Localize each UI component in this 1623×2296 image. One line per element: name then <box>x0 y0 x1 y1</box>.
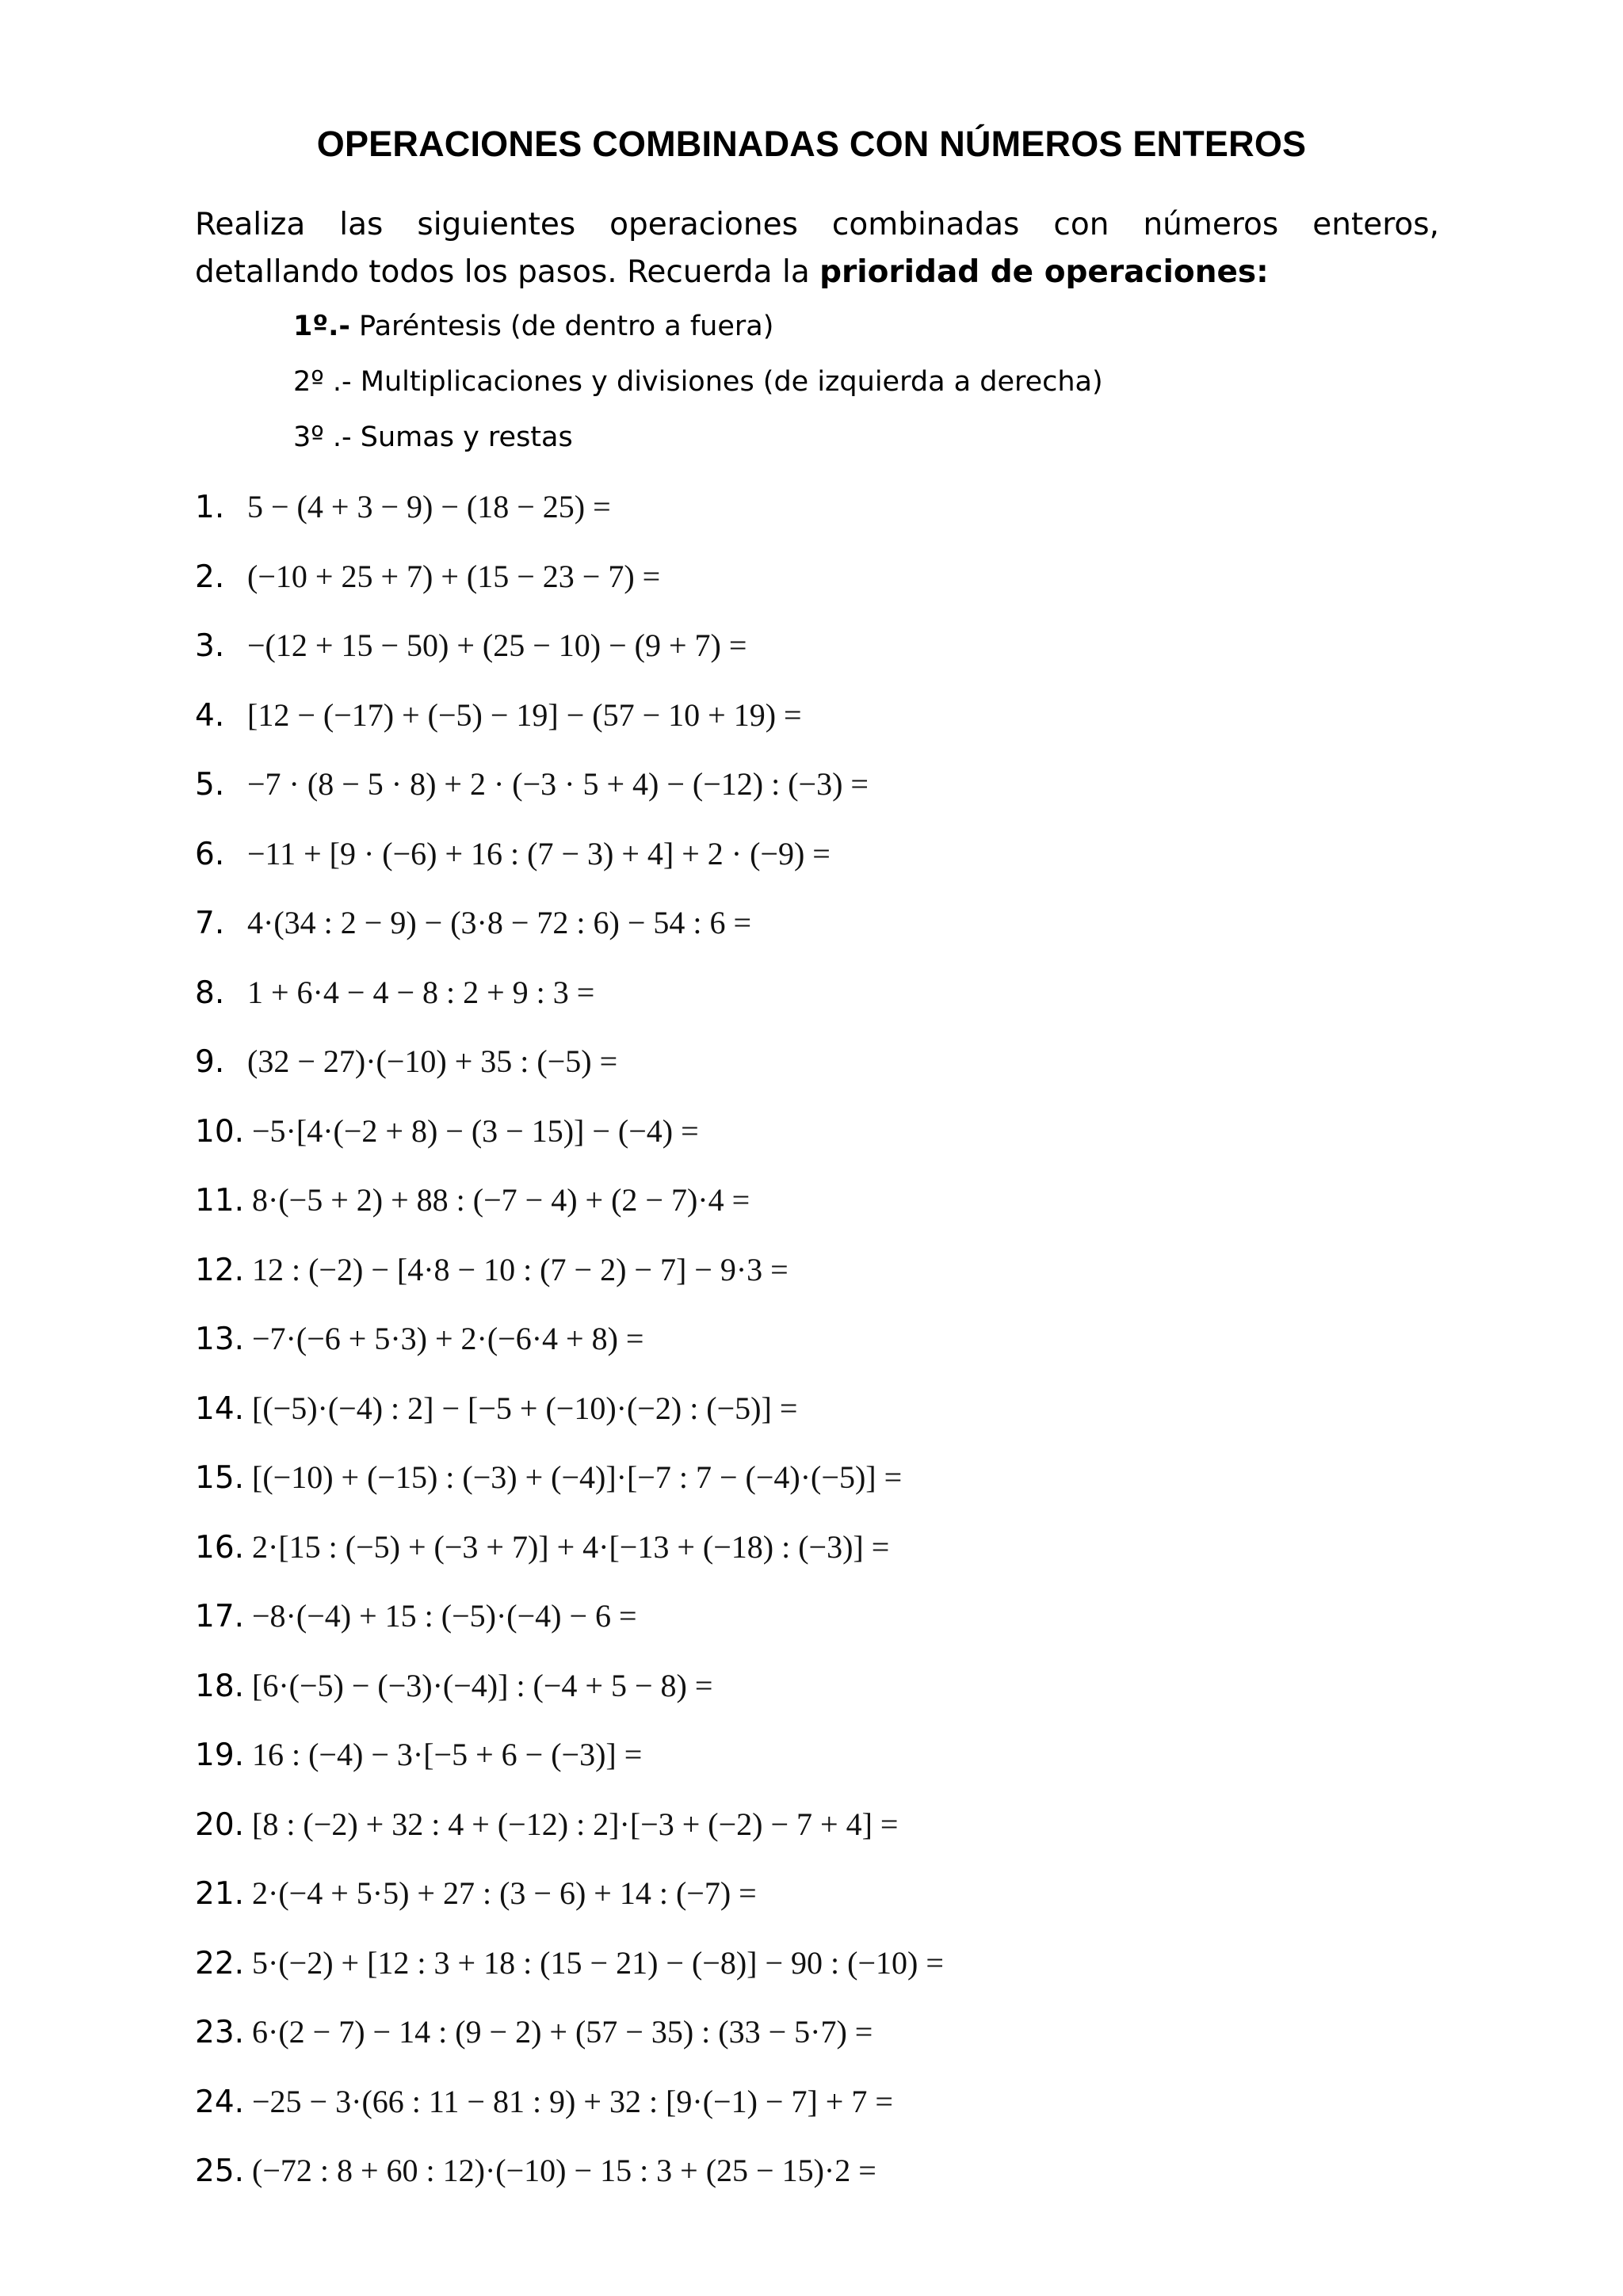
page-title: OPERACIONES COMBINADAS CON NÚMEROS ENTEROS <box>316 124 1307 164</box>
exercise-expression: 12 : (−2) − [4·8 − 10 : (7 − 2) − 7] − 9·3 = <box>252 1252 789 1287</box>
exercise-number: 12. <box>195 1253 245 1288</box>
exercise-number: 20. <box>195 1807 245 1843</box>
priority-item-2 <box>293 366 1103 398</box>
exercise-expression: [8 : (−2) + 32 : 4 + (−12) : 2]·[−3 + (−2) − 7 + 4] = <box>252 1806 899 1842</box>
priority-marker: 3º <box>293 421 324 453</box>
exercise-expression: −7·(−6 + 5·3) + 2·(−6·4 + 8) = <box>252 1321 644 1356</box>
exercise-number: 17. <box>195 1599 245 1634</box>
priority-text: .- Sumas y restas <box>323 421 573 453</box>
exercise-number: 2. <box>195 559 225 595</box>
exercise-number: 7. <box>195 906 225 941</box>
exercise-expression: 4·(34 : 2 − 9) − (3·8 − 72 : 6) − 54 : 6 = <box>247 905 752 940</box>
exercise-expression: 1 + 6·4 − 4 − 8 : 2 + 9 : 3 = <box>247 974 595 1010</box>
exercise-number: 15. <box>195 1460 245 1496</box>
exercise-number: 25. <box>195 2153 245 2189</box>
exercise-number: 1. <box>195 490 225 525</box>
priority-marker: 2º <box>293 366 324 398</box>
priority-text: Paréntesis (de dentro a fuera) <box>349 311 774 342</box>
exercise-expression: 8·(−5 + 2) + 88 : (−7 − 4) + (2 − 7)·4 = <box>252 1182 750 1218</box>
priority-marker: 1º.- <box>293 311 350 342</box>
exercise-number: 6. <box>195 837 225 872</box>
exercise-number: 22. <box>195 1946 245 1981</box>
exercise-number: 3. <box>195 628 225 664</box>
exercise-expression: 5·(−2) + [12 : 3 + 18 : (15 − 21) − (−8)] − 90 : (−10) = <box>252 1945 944 1981</box>
exercise-expression: 6·(2 − 7) − 14 : (9 − 2) + (57 − 35) : (33 − 5·7) = <box>252 2014 873 2050</box>
exercise-expression: −5·[4·(−2 + 8) − (3 − 15)] − (−4) = <box>252 1113 699 1149</box>
exercise-number: 18. <box>195 1669 245 1704</box>
exercise-number: 23. <box>195 2015 245 2050</box>
exercise-expression: (−10 + 25 + 7) + (15 − 23 − 7) = <box>247 559 661 594</box>
instructions-paragraph <box>195 201 1439 296</box>
exercise-expression: 2·[15 : (−5) + (−3 + 7)] + 4·[−13 + (−18) : (−3)] = <box>252 1529 890 1565</box>
exercise-number: 5. <box>195 767 225 803</box>
exercise-expression: (−72 : 8 + 60 : 12)·(−10) − 15 : 3 + (25 − 15)·2 = <box>252 2153 876 2188</box>
exercise-number: 24. <box>195 2084 245 2120</box>
exercise-number: 14. <box>195 1391 245 1427</box>
exercise-expression: 2·(−4 + 5·5) + 27 : (3 − 6) + 14 : (−7) = <box>252 1875 757 1911</box>
priority-item-1 <box>293 311 773 342</box>
priority-text: .- Multiplicaciones y divisiones (de izquierda a derecha) <box>323 366 1103 398</box>
exercise-number: 13. <box>195 1322 245 1357</box>
exercise-number: 21. <box>195 1876 245 1912</box>
exercise-expression: −(12 + 15 − 50) + (25 − 10) − (9 + 7) = <box>247 627 747 663</box>
exercise-expression: −25 − 3·(66 : 11 − 81 : 9) + 32 : [9·(−1) − 7] + 7 = <box>252 2084 893 2119</box>
exercise-expression: −7 · (8 − 5 · 8) + 2 · (−3 · 5 + 4) − (−12) : (−3) = <box>247 766 869 802</box>
exercise-number: 16. <box>195 1530 245 1566</box>
exercise-expression: [12 − (−17) + (−5) − 19] − (57 − 10 + 19) = <box>247 697 802 733</box>
instructions-bold: prioridad de operaciones: <box>819 254 1269 290</box>
exercise-number: 9. <box>195 1044 225 1080</box>
priority-item-3 <box>293 421 573 453</box>
exercise-expression: 16 : (−4) − 3·[−5 + 6 − (−3)] = <box>252 1737 643 1772</box>
exercise-expression: [(−10) + (−15) : (−3) + (−4)]·[−7 : 7 − (−4)·(−5)] = <box>252 1459 903 1495</box>
exercise-number: 19. <box>195 1737 245 1773</box>
exercise-expression: [(−5)·(−4) : 2] − [−5 + (−10)·(−2) : (−5)] = <box>252 1390 798 1426</box>
exercise-expression: [6·(−5) − (−3)·(−4)] : (−4 + 5 − 8) = <box>252 1668 713 1703</box>
exercise-expression: (32 − 27)·(−10) + 35 : (−5) = <box>247 1043 618 1079</box>
exercise-number: 10. <box>195 1114 245 1150</box>
exercise-expression: 5 − (4 + 3 − 9) − (18 − 25) = <box>247 489 611 524</box>
exercise-number: 4. <box>195 698 225 734</box>
exercise-number: 11. <box>195 1183 245 1219</box>
instructions-text: Realiza las siguientes operaciones combinadas con números enteros, detallando todos los pasos. Recuerda la <box>195 207 1439 290</box>
exercise-number: 8. <box>195 975 225 1011</box>
exercise-expression: −8·(−4) + 15 : (−5)·(−4) − 6 = <box>252 1598 637 1634</box>
exercise-expression: −11 + [9 · (−6) + 16 : (7 − 3) + 4] + 2 · (−9) = <box>247 836 831 871</box>
